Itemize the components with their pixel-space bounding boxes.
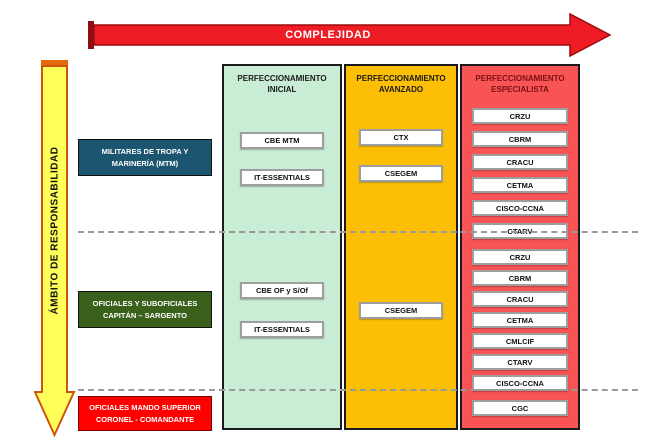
avanzado-mtm-stack xyxy=(346,129,456,182)
course-box: CBE MTM xyxy=(240,132,324,149)
column-inicial-title-line2: INICIAL xyxy=(267,85,297,95)
row-label-mando-line1: OFICIALES MANDO SUPERIOR xyxy=(89,403,201,413)
course-box: CTARV xyxy=(472,354,568,370)
course-box: CISCO-CCNA xyxy=(472,200,568,216)
course-box: IT-ESSENTIALS xyxy=(240,321,324,338)
dashed-divider-top xyxy=(78,231,638,233)
course-box: CETMA xyxy=(472,177,568,193)
course-box: CTARV xyxy=(472,223,568,239)
course-box: CGC xyxy=(472,400,568,416)
course-box: CTX xyxy=(359,129,443,146)
column-especialista-title-line2: ESPECIALISTA xyxy=(491,85,549,95)
course-box: CETMA xyxy=(472,312,568,328)
course-box: CBRM xyxy=(472,131,568,147)
course-box: CSEGEM xyxy=(359,302,443,319)
column-header-inicial xyxy=(224,66,340,95)
course-box: CRACU xyxy=(472,291,568,307)
course-box: CMLCIF xyxy=(472,333,568,349)
row-label-mtm xyxy=(78,139,212,176)
dashed-divider-bottom xyxy=(78,389,638,391)
column-avanzado xyxy=(344,64,458,430)
responsibility-arrow-label: ÁMBITO DE RESPONSABILIDAD xyxy=(49,146,61,314)
row-label-mtm-line2: MARINERÍA (MTM) xyxy=(111,158,179,168)
row-label-oficiales-line1: OFICIALES Y SUBOFICIALES xyxy=(92,299,198,309)
column-header-especialista xyxy=(462,66,578,95)
inicial-mtm-stack xyxy=(224,132,340,186)
inicial-oficiales-stack xyxy=(224,282,340,338)
course-box: IT-ESSENTIALS xyxy=(240,169,324,186)
column-especialista-title-line1: PERFECCIONAMIENTO xyxy=(475,74,565,83)
especialista-mando-stack xyxy=(462,400,578,416)
complexity-arrow-label: COMPLEJIDAD xyxy=(285,29,371,41)
course-box: CBRM xyxy=(472,270,568,286)
row-label-mando xyxy=(78,396,212,431)
column-header-avanzado xyxy=(346,66,456,95)
row-label-mtm-line1: MILITARES DE TROPA Y xyxy=(101,147,189,157)
responsibility-arrow-label-wrap xyxy=(34,60,76,400)
row-label-mando-line2: CORONEL - COMANDANTE xyxy=(95,414,195,424)
column-avanzado-title-line2: AVANZADO xyxy=(378,85,424,95)
especialista-mtm-stack xyxy=(462,108,578,239)
course-box: CRZU xyxy=(472,108,568,124)
course-box: CSEGEM xyxy=(359,165,443,182)
avanzado-oficiales-stack xyxy=(346,302,456,319)
course-box: CISCO-CCNA xyxy=(472,375,568,391)
column-inicial-title-line1: PERFECCIONAMIENTO xyxy=(237,74,327,83)
especialista-oficiales-stack xyxy=(462,249,578,391)
course-box: CRZU xyxy=(472,249,568,265)
course-box: CBE OF y S/Of xyxy=(240,282,324,299)
course-box: CRACU xyxy=(472,154,568,170)
row-label-oficiales-line2: CAPITÁN – SARGENTO xyxy=(102,310,188,320)
row-label-oficiales xyxy=(78,291,212,328)
column-inicial xyxy=(222,64,342,430)
column-especialista xyxy=(460,64,580,430)
column-avanzado-title-line1: PERFECCIONAMIENTO xyxy=(356,74,446,83)
